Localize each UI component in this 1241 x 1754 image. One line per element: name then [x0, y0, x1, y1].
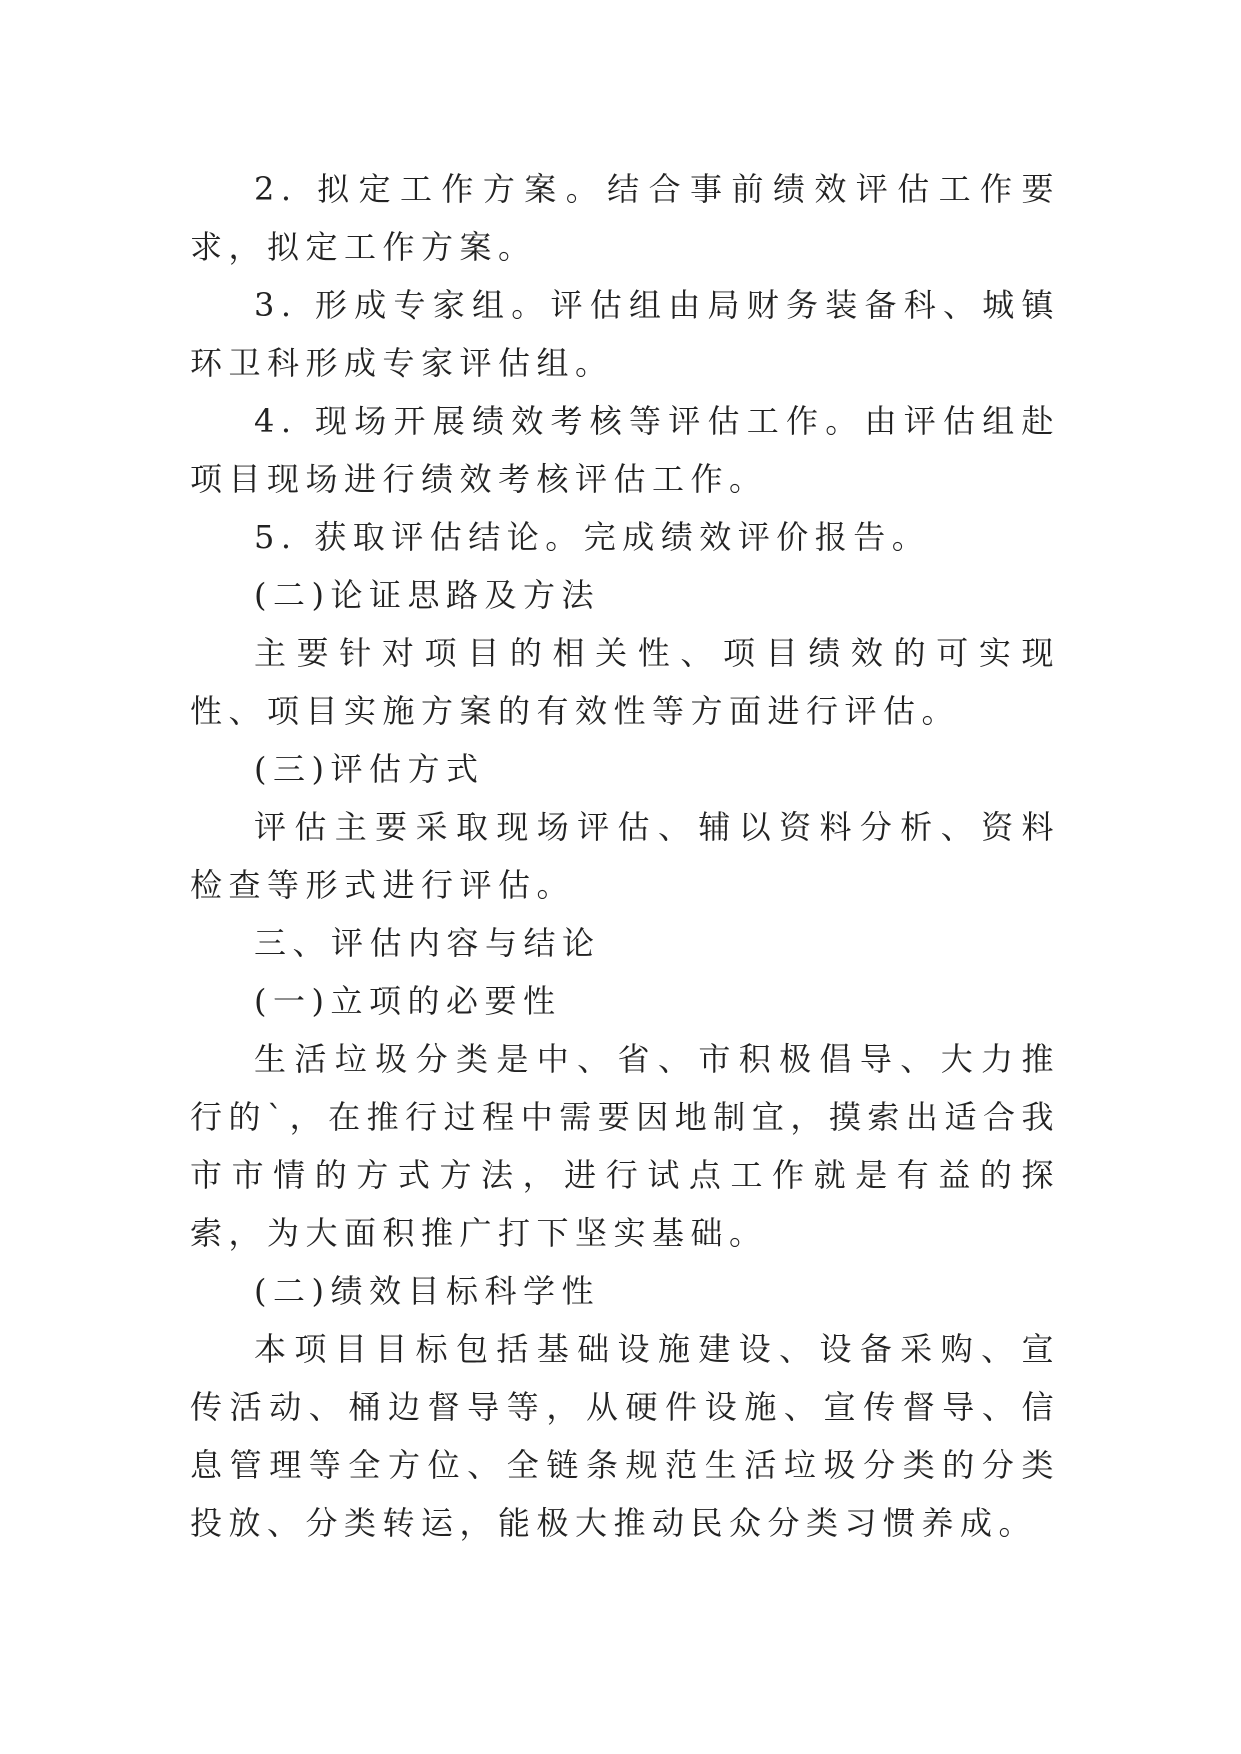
paragraph-step-2: 2. 拟定工作方案。结合事前绩效评估工作要求，拟定工作方案。: [190, 170, 1060, 266]
paragraph-goal-scientific: 本项目目标包括基础设施建设、设备采购、宣传活动、桶边督导等，从硬件设施、宣传督导、信息管理等全方位、全链条规范生活垃圾分类的分类投放、分类转运，能极大推动民众分类习惯养成。: [190, 1330, 1060, 1542]
section-heading-argument-method: (二)论证思路及方法: [254, 576, 600, 614]
section-heading-evaluation-mode: (三)评估方式: [254, 750, 485, 788]
paragraph-necessity: 生活垃圾分类是中、省、市积极倡导、大力推行的`，在推行过程中需要因地制宜，摸索出适合我市市情的方式方法，进行试点工作就是有益的探索，为大面积推广打下坚实基础。: [190, 1040, 1060, 1252]
paragraph-argument-method: 主要针对项目的相关性、项目绩效的可实现性、项目实施方案的有效性等方面进行评估。: [190, 634, 1060, 730]
section-heading-goal-scientific: (二)绩效目标科学性: [254, 1272, 600, 1310]
section-heading-necessity: (一)立项的必要性: [254, 982, 562, 1020]
paragraph-step-4: 4. 现场开展绩效考核等评估工作。由评估组赴项目现场进行绩效考核评估工作。: [190, 402, 1060, 498]
document-body: [190, 160, 1060, 1552]
paragraph-step-5: 5. 获取评估结论。完成绩效评价报告。: [254, 518, 931, 556]
paragraph-step-3: 3. 形成专家组。评估组由局财务装备科、城镇环卫科形成专家评估组。: [190, 286, 1060, 382]
paragraph-evaluation-mode: 评估主要采取现场评估、辅以资料分析、资料检查等形式进行评估。: [190, 808, 1060, 904]
chapter-heading-content-conclusion: 三、评估内容与结论: [254, 924, 601, 962]
